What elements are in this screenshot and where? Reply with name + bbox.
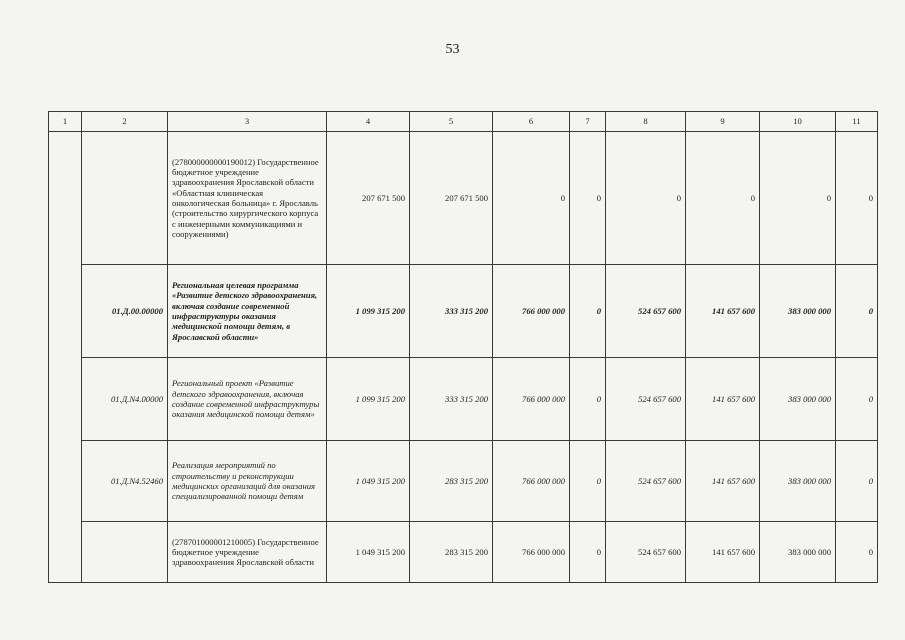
value-col-8: 524 657 600 — [606, 522, 686, 583]
value-col-11: 0 — [836, 358, 878, 441]
header-row — [49, 112, 878, 132]
value-col-6: 766 000 000 — [493, 522, 570, 583]
program-code — [82, 132, 168, 265]
column-1-cell — [49, 132, 82, 583]
value-col-6: 766 000 000 — [493, 265, 570, 358]
header-cell: 1 — [49, 112, 82, 132]
table-row — [49, 358, 878, 441]
value-col-11: 0 — [836, 132, 878, 265]
value-col-11: 0 — [836, 265, 878, 358]
value-col-4: 207 671 500 — [327, 132, 410, 265]
value-col-5: 283 315 200 — [410, 522, 493, 583]
value-col-9: 141 657 600 — [686, 441, 760, 522]
program-name: (278701000001210005) Государственное бюджетное учреждение здравоохранения Ярославской области — [168, 522, 327, 583]
value-col-10: 383 000 000 — [760, 522, 836, 583]
program-name: Региональный проект «Развитие детского здравоохранения, включая создание современной инфраструктуры оказания медицинской помощи детям» — [168, 358, 327, 441]
value-col-4: 1 049 315 200 — [327, 522, 410, 583]
value-col-9: 0 — [686, 132, 760, 265]
table-row — [49, 441, 878, 522]
value-col-6: 766 000 000 — [493, 358, 570, 441]
value-col-4: 1 099 315 200 — [327, 358, 410, 441]
program-name: Реализация мероприятий по строительству и реконструкции медицинских организаций для оказания специализированной помощи детям — [168, 441, 327, 522]
value-col-10: 383 000 000 — [760, 358, 836, 441]
header-cell: 8 — [606, 112, 686, 132]
value-col-11: 0 — [836, 441, 878, 522]
value-col-7: 0 — [570, 265, 606, 358]
value-col-6: 766 000 000 — [493, 441, 570, 522]
value-col-11: 0 — [836, 522, 878, 583]
header-cell: 10 — [760, 112, 836, 132]
header-cell: 7 — [570, 112, 606, 132]
header-cell: 4 — [327, 112, 410, 132]
table-row — [49, 265, 878, 358]
header-cell: 2 — [82, 112, 168, 132]
value-col-10: 383 000 000 — [760, 265, 836, 358]
value-col-7: 0 — [570, 522, 606, 583]
table-row — [49, 522, 878, 583]
program-code: 01.Д.N4.52460 — [82, 441, 168, 522]
value-col-7: 0 — [570, 132, 606, 265]
value-col-9: 141 657 600 — [686, 522, 760, 583]
value-col-5: 283 315 200 — [410, 441, 493, 522]
value-col-4: 1 049 315 200 — [327, 441, 410, 522]
value-col-5: 207 671 500 — [410, 132, 493, 265]
value-col-10: 0 — [760, 132, 836, 265]
table-row — [49, 132, 878, 265]
budget-table — [48, 111, 878, 583]
value-col-9: 141 657 600 — [686, 358, 760, 441]
page-number: 53 — [445, 42, 460, 57]
value-col-8: 524 657 600 — [606, 265, 686, 358]
value-col-10: 383 000 000 — [760, 441, 836, 522]
header-cell: 9 — [686, 112, 760, 132]
program-name: Региональная целевая программа «Развитие детского здравоохранения, включая создание современной инфраструктуры оказания медицинской помощи детям, в Ярославской области» — [168, 265, 327, 358]
program-code: 01.Д.N4.00000 — [82, 358, 168, 441]
program-name: (278000000000190012) Государственное бюджетное учреждение здравоохранения Ярославской области «Областная клиническая онкологическая больница» г. Ярославль (строительство хирургического корпуса с инженерными коммуникациями и сооружениями) — [168, 132, 327, 265]
header-cell: 5 — [410, 112, 493, 132]
value-col-8: 0 — [606, 132, 686, 265]
program-code: 01.Д.00.00000 — [82, 265, 168, 358]
value-col-8: 524 657 600 — [606, 358, 686, 441]
header-cell: 11 — [836, 112, 878, 132]
value-col-4: 1 099 315 200 — [327, 265, 410, 358]
value-col-6: 0 — [493, 132, 570, 265]
program-code — [82, 522, 168, 583]
header-cell: 6 — [493, 112, 570, 132]
value-col-7: 0 — [570, 441, 606, 522]
header-cell: 3 — [168, 112, 327, 132]
value-col-5: 333 315 200 — [410, 265, 493, 358]
value-col-8: 524 657 600 — [606, 441, 686, 522]
value-col-7: 0 — [570, 358, 606, 441]
value-col-5: 333 315 200 — [410, 358, 493, 441]
value-col-9: 141 657 600 — [686, 265, 760, 358]
